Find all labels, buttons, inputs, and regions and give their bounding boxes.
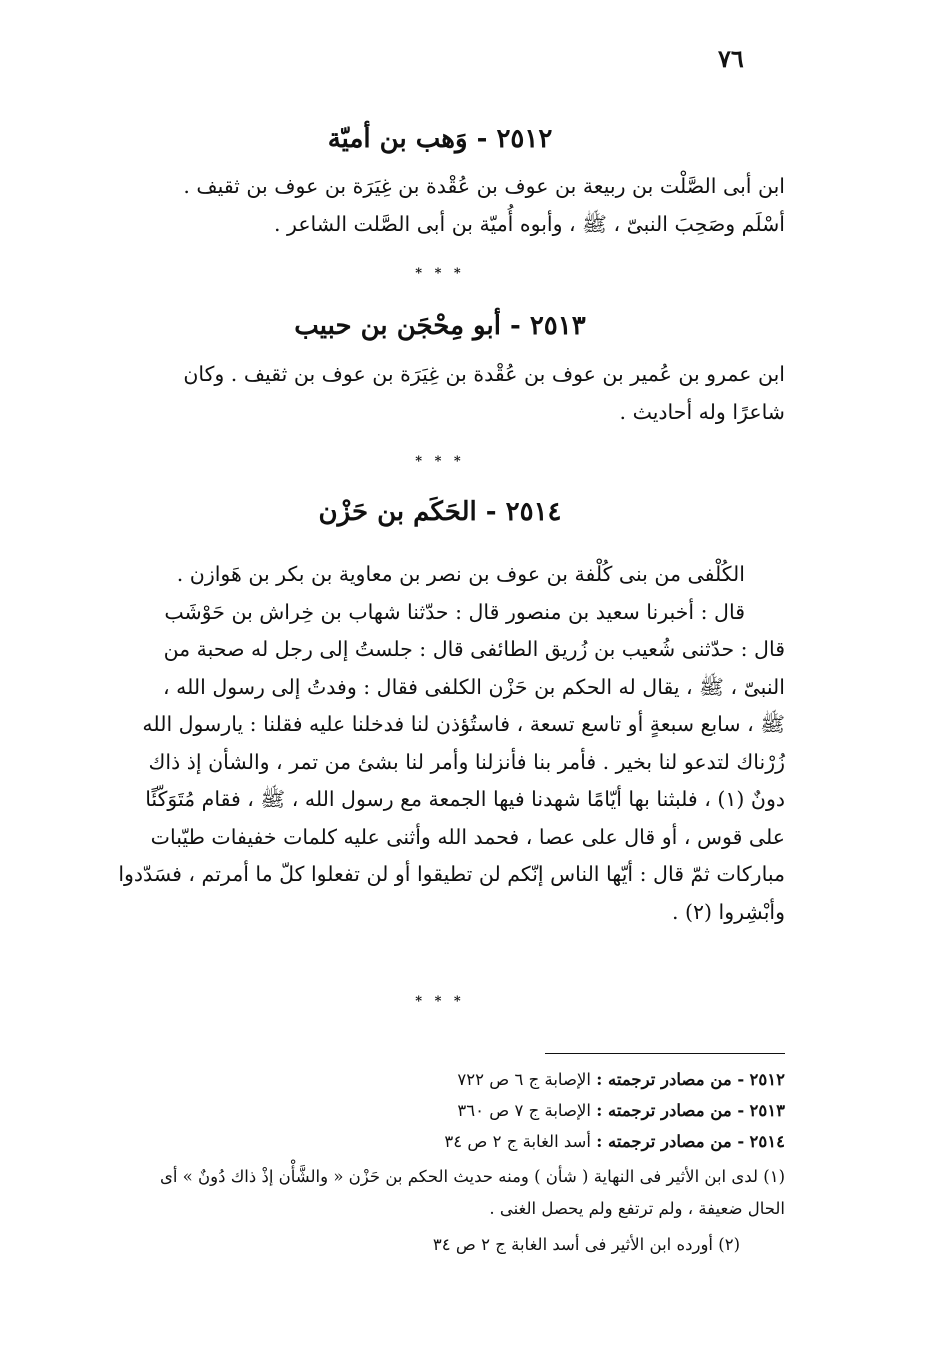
footnote-source-2514 [92, 1126, 785, 1157]
body-line: على قوس ، أو قال على عصا ، فحمد الله وأثنى عليه كلمات خفيفات طيّبات [150, 824, 785, 849]
source-entry-number: ٢٥١٤ [749, 1132, 785, 1151]
page-number: ٧٦ [718, 44, 744, 73]
source-entry-number: ٢٥١٢ [749, 1070, 785, 1089]
body-line: الكُلْفى من بنى كُلْفة بن عوف بن نصر بن معاوية بن بكر بن هَوازن . [176, 562, 745, 586]
body-line: النبىّ ، ﷺ ، يقال له الحكم بن حَزْن الكلفى فقال : وفدتُ إلى رسول الله ، [162, 674, 785, 699]
section-separator: * * * [415, 266, 465, 281]
source-label: - من مصادر ترجمته : [596, 1132, 745, 1151]
footnote-1-line-2: الحال ضعيفة ، ولم ترتفع ولم يحصل الغنى . [489, 1199, 785, 1218]
entry-body-2514 [92, 556, 785, 931]
body-line: زُرْناك لتدعو لنا بخير . فأمر بنا فأنزلنا وأمر لنا بشئ من تمر ، والشأن إذ ذاك [148, 749, 785, 774]
footnote-divider [545, 1053, 785, 1054]
body-line: ﷺ ، سابع سبعةٍ أو تاسع تسعة ، فاستُؤذن لنا فدخلنا عليه فقلنا : يارسول الله [142, 712, 785, 736]
body-line: أسْلَم وصَحِبَ النبىّ ، ﷺ ، وأبوه أُميّة بن أبى الصَّلت الشاعر . [273, 211, 785, 236]
footnote-source-2513 [92, 1095, 785, 1126]
body-line: قال : حدّثنى شُعيب بن زُريق الطائفى قال : جلستُ إلى رجل له صحبة من [163, 637, 785, 661]
entry-title-2514: ٢٥١٤ - الحَكَم بن حَزْن [318, 497, 562, 527]
source-entry-number: ٢٥١٣ [749, 1101, 785, 1120]
source-text: الإصابة ج ٦ ص ٧٢٢ [457, 1070, 591, 1089]
entry-title-2512: ٢٥١٢ - وَهب بن أميّة [327, 124, 553, 154]
footnote-2: (٢) أورده ابن الأثير فى أسد الغابة ج ٢ ص ٣٤ [432, 1235, 740, 1254]
entry-body-2513 [92, 356, 785, 431]
entry-title-2513: ٢٥١٣ - أبو مِحْجَن بن حبيب [294, 311, 586, 341]
body-line: وأبْشِروا (٢) . [671, 899, 785, 924]
body-line: ابن عمرو بن عُمير بن عوف بن عُقْدة بن غِيَرَة بن عوف بن ثقيف . وكان [183, 362, 785, 386]
source-label: - من مصادر ترجمته : [596, 1101, 745, 1120]
body-line: دونٌ (١) ، فلبثنا بها أيّامًا شهدنا فيها الجمعة مع رسول الله ، ﷺ ، فقام مُتَوَكّئًا [145, 787, 785, 811]
source-label: - من مصادر ترجمته : [596, 1070, 745, 1089]
body-line: مباركات ثمّ قال : أيّها الناس إنّكم لن تطيقوا أو لن تفعلوا كلّ ما أمرتم ، فسَدّدوا [118, 862, 785, 886]
source-text: أسد الغابة ج ٢ ص ٣٤ [444, 1132, 591, 1151]
body-line: ابن أبى الصَّلْت بن ربيعة بن عوف بن عُقْدة بن غِيَرَة بن عوف بن ثقيف . [183, 174, 785, 198]
section-separator: * * * [415, 994, 465, 1009]
section-separator: * * * [415, 454, 465, 469]
body-line: قال : أخبرنا سعيد بن منصور قال : حدّثنا شهاب بن خِراش بن حَوْشَب [164, 599, 745, 624]
footnote-1-line-1: (١) لدى ابن الأثير فى النهاية ( شأن ) ومنه حديث الحكم بن حَزْن « والشَّأْن إذْ ذاك دُونٌ » أى [159, 1167, 785, 1186]
body-line: شاعرًا وله أحاديث . [619, 399, 785, 424]
source-text: الإصابة ج ٧ ص ٣٦٠ [457, 1101, 591, 1120]
footnote-source-2512 [92, 1064, 785, 1095]
entry-body-2512 [92, 168, 785, 243]
